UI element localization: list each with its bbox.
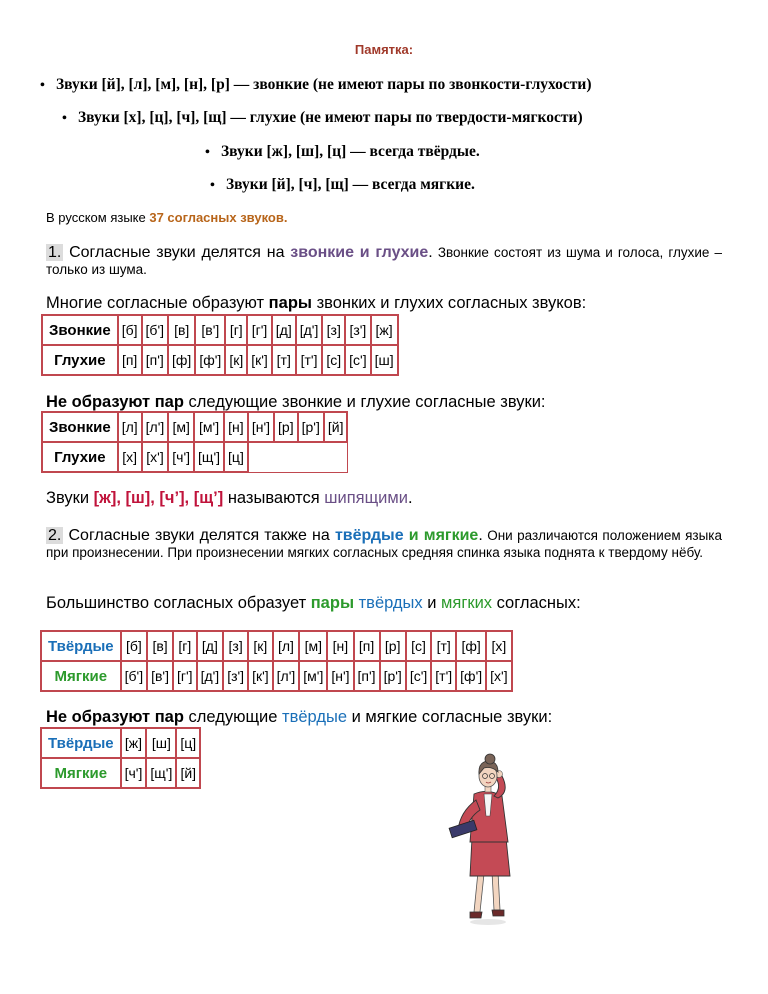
sound-cell: [п'] <box>354 661 380 691</box>
sound-cell: [д'] <box>197 661 224 691</box>
sound-cell: [л] <box>273 631 300 661</box>
sound-cell: [м] <box>168 412 194 442</box>
sound-cell: [л] <box>118 412 142 442</box>
sound-cell: [в] <box>168 315 195 345</box>
sound-cell: [б'] <box>142 315 168 345</box>
row-label: Звонкие <box>42 315 118 345</box>
bullet-icon: • <box>62 111 67 126</box>
row-label: Глухие <box>42 345 118 375</box>
empty-cell <box>248 442 348 472</box>
sound-cell: [т] <box>272 345 296 375</box>
sound-cell: [р'] <box>380 661 406 691</box>
sound-cell: [х] <box>118 442 142 472</box>
sound-cell: [п] <box>118 345 142 375</box>
sound-cell: [к'] <box>248 661 273 691</box>
sound-cell: [ф'] <box>456 661 486 691</box>
sound-cell: [б] <box>118 315 142 345</box>
sound-cell: [ч'] <box>168 442 194 472</box>
sound-cell: [д'] <box>296 315 323 345</box>
table-row <box>42 315 398 345</box>
row-label: Глухие <box>42 442 118 472</box>
bullet-icon: • <box>205 145 210 160</box>
sound-cell: [ж] <box>121 728 147 758</box>
sound-cell: [ф'] <box>195 345 225 375</box>
sound-cell: [щ'] <box>146 758 176 788</box>
sound-cell: [р] <box>380 631 406 661</box>
sound-cell: [в'] <box>147 661 173 691</box>
sound-cell: [г'] <box>247 315 272 345</box>
table-row <box>41 661 512 691</box>
row-label: Звонкие <box>42 412 118 442</box>
consonant-count: В русском языке 37 согласных звуков. <box>46 210 288 225</box>
sound-cell: [ч'] <box>121 758 147 788</box>
sound-cell: [ш] <box>146 728 176 758</box>
table-row <box>41 728 200 758</box>
row-label: Твёрдые <box>41 631 121 661</box>
sound-cell: [й] <box>324 412 348 442</box>
sound-cell: [п'] <box>142 345 168 375</box>
sound-cell: [к] <box>225 345 247 375</box>
row-label: Мягкие <box>41 758 121 788</box>
sound-cell: [н] <box>224 412 248 442</box>
sound-cell: [р] <box>274 412 298 442</box>
sound-cell: [л'] <box>273 661 300 691</box>
unpaired-hard-soft-table <box>40 727 201 789</box>
sound-cell: [г'] <box>173 661 197 691</box>
sound-cell: [з] <box>223 631 248 661</box>
section-number: 1. <box>48 244 62 261</box>
unpaired-hard-soft-header: Не образуют пар следующие твёрдые и мягкие согласные звуки: <box>46 708 553 726</box>
row-label: Мягкие <box>41 661 121 691</box>
sound-cell: [щ'] <box>194 442 224 472</box>
sound-cell: [т] <box>431 631 456 661</box>
sound-cell: [н] <box>327 631 353 661</box>
sound-cell: [ф] <box>168 345 195 375</box>
sound-cell: [ц] <box>176 728 200 758</box>
hard-soft-pairs-table <box>40 630 513 692</box>
sound-cell: [к'] <box>247 345 272 375</box>
table-row <box>42 412 347 442</box>
sound-cell: [р'] <box>298 412 324 442</box>
sound-cell: [с'] <box>406 661 431 691</box>
sound-cell: [ш] <box>371 345 398 375</box>
sound-cell: [с] <box>322 345 345 375</box>
sound-cell: [с'] <box>345 345 370 375</box>
sound-cell: [з'] <box>345 315 370 345</box>
table-row <box>42 345 398 375</box>
unpaired-voiced-header: Не образуют пар следующие звонкие и глухие согласные звуки: <box>46 393 546 411</box>
sound-cell: [к] <box>248 631 273 661</box>
bullet-icon: • <box>210 178 215 193</box>
sound-cell: [с] <box>406 631 431 661</box>
page-title: Памятка: <box>354 42 414 57</box>
section-number: 2. <box>48 527 62 544</box>
sound-cell: [ж] <box>371 315 398 345</box>
sound-cell: [в'] <box>195 315 225 345</box>
sound-cell: [п] <box>354 631 380 661</box>
sound-cell: [з'] <box>223 661 248 691</box>
section-1-text: 1. Согласные звуки делятся на звонкие и глухие. Звонкие состоят из шума и голоса, глухие – только из шума. <box>46 244 722 277</box>
sound-cell: [т'] <box>296 345 323 375</box>
rule-item: • Звуки [х], [ц], [ч], [щ] — глухие (не имеют пары по твердости-мягкости) <box>62 109 583 126</box>
sound-cell: [в] <box>147 631 173 661</box>
sound-cell: [ф] <box>456 631 486 661</box>
section-2-text: 2. Согласные звуки делятся также на твёрдые и мягкие. Они различаются положением языка при произнесении. При произнесении мягких согласных средняя спинка языка поднята к твердому нёбу. <box>46 527 722 560</box>
sound-cell: [л'] <box>142 412 169 442</box>
table-row <box>42 442 347 472</box>
unpaired-voiced-voiceless-table <box>41 411 348 473</box>
pairs-voiced-header: Многие согласные образуют пары звонких и глухих согласных звуков: <box>46 294 587 312</box>
sound-cell: [м'] <box>194 412 224 442</box>
sound-cell: [м'] <box>299 661 327 691</box>
pairs-hard-soft-header: Большинство согласных образует пары твёрдых и мягких согласных: <box>46 594 581 612</box>
sound-cell: [н'] <box>327 661 353 691</box>
rule-item: • Звуки [й], [ч], [щ] — всегда мягкие. <box>210 176 475 193</box>
sound-cell: [д] <box>272 315 296 345</box>
row-label: Твёрдые <box>41 728 121 758</box>
sound-cell: [й] <box>176 758 200 788</box>
sound-cell: [з] <box>322 315 345 345</box>
sound-cell: [х'] <box>142 442 169 472</box>
table-row <box>41 758 200 788</box>
rule-item: • Звуки [й], [л], [м], [н], [р] — звонкие (не имеют пары по звонкости-глухости) <box>40 76 592 93</box>
sound-cell: [б'] <box>121 661 147 691</box>
sound-cell: [х'] <box>486 661 511 691</box>
teacher-illustration <box>440 752 540 927</box>
sound-cell: [н'] <box>248 412 274 442</box>
hissing-sounds-line: Звуки [ж], [ш], [ч’], [щ’] называются шипящими. <box>46 489 413 507</box>
bullet-icon: • <box>40 78 45 93</box>
sound-cell: [д] <box>197 631 224 661</box>
table-row <box>41 631 512 661</box>
rule-item: • Звуки [ж], [ш], [ц] — всегда твёрдые. <box>205 143 480 160</box>
sound-cell: [х] <box>486 631 511 661</box>
sound-cell: [м] <box>299 631 327 661</box>
sound-cell: [ц] <box>224 442 248 472</box>
sound-cell: [г] <box>225 315 247 345</box>
sound-cell: [т'] <box>431 661 456 691</box>
sound-cell: [б] <box>121 631 147 661</box>
sound-cell: [г] <box>173 631 197 661</box>
voiced-voiceless-pairs-table <box>41 314 399 376</box>
